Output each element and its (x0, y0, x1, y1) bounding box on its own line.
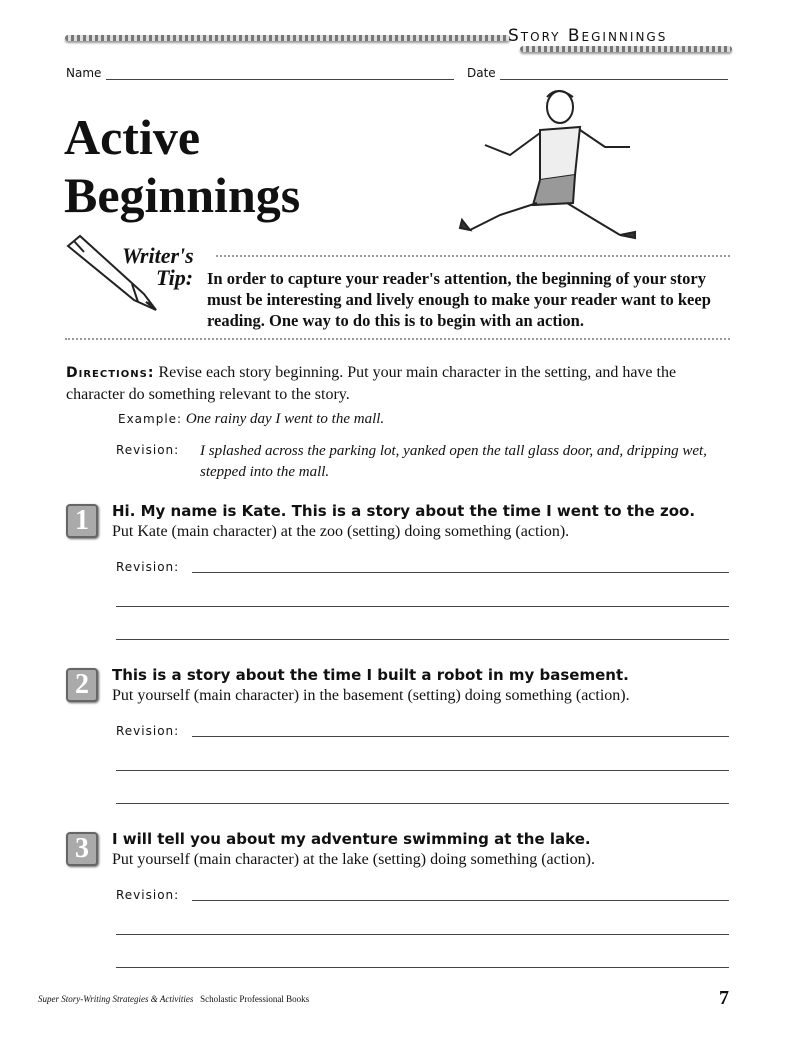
revision-answer-line[interactable] (192, 736, 729, 737)
item-prompt: I will tell you about my adventure swimming at the lake. (112, 830, 591, 848)
header-wave-divider (65, 35, 510, 41)
name-field[interactable] (106, 79, 454, 80)
date-field[interactable] (500, 79, 728, 80)
item-number-badge: 3 (66, 832, 98, 866)
revision-answer-line[interactable] (192, 572, 729, 573)
item-number-badge: 1 (66, 504, 98, 538)
footer-book-title: Super Story-Writing Strategies & Activities (38, 994, 194, 1004)
tip-label-writers: Writer's (122, 243, 194, 268)
date-label: Date (467, 66, 496, 80)
revision-answer-line[interactable] (116, 934, 729, 935)
footer (38, 994, 309, 1004)
item-number-badge: 2 (66, 668, 98, 702)
revision-example-label: Revision: (116, 443, 180, 457)
item-prompt: Hi. My name is Kate. This is a story about the time I went to the zoo. (112, 502, 696, 520)
revision-label: Revision: (116, 724, 180, 738)
tip-text: In order to capture your reader's attention, the beginning of your story must be interesting and lively enough to make your reader want to keep reading. One way to do this is to begin with an action. (207, 269, 711, 330)
revision-label: Revision: (116, 560, 180, 574)
directions-text: Revise each story beginning. Put your main character in the setting, and have the character do something relevant to the story. (66, 364, 677, 403)
header-wave-underline (520, 46, 732, 52)
name-label: Name (66, 66, 102, 80)
revision-answer-line[interactable] (116, 606, 729, 607)
dotted-divider (216, 255, 730, 257)
item-instruction: Put yourself (main character) in the basement (setting) doing something (action). (112, 687, 630, 704)
directions-label: Directions: (66, 365, 155, 381)
tip-label-tip: Tip: (156, 265, 194, 290)
revision-answer-line[interactable] (116, 967, 729, 968)
page-title-line2: Beginnings (64, 167, 301, 223)
example (118, 411, 384, 428)
item-instruction: Put Kate (main character) at the zoo (setting) doing something (action). (112, 523, 570, 540)
revision-example-text: I splashed across the parking lot, yanked open the tall glass door, and, dripping wet, stepped into the mall. (200, 443, 707, 480)
example-text: One rainy day I went to the mall. (185, 411, 385, 427)
revision-answer-line[interactable] (192, 900, 729, 901)
revision-answer-line[interactable] (116, 803, 729, 804)
revision-answer-line[interactable] (116, 770, 729, 771)
section-title: Story Beginnings (508, 26, 668, 46)
page-number: 7 (719, 987, 729, 1009)
dotted-divider (65, 338, 730, 340)
example-label: Example: (118, 412, 183, 426)
revision-label: Revision: (116, 888, 180, 902)
revision-answer-line[interactable] (116, 639, 729, 640)
running-boy-illustration (455, 85, 655, 250)
item-prompt: This is a story about the time I built a robot in my basement. (112, 666, 629, 684)
directions (66, 362, 731, 405)
footer-publisher: Scholastic Professional Books (200, 994, 310, 1004)
item-instruction: Put yourself (main character) at the lake (setting) doing something (action). (112, 851, 595, 868)
page-title-line1: Active (64, 109, 201, 165)
